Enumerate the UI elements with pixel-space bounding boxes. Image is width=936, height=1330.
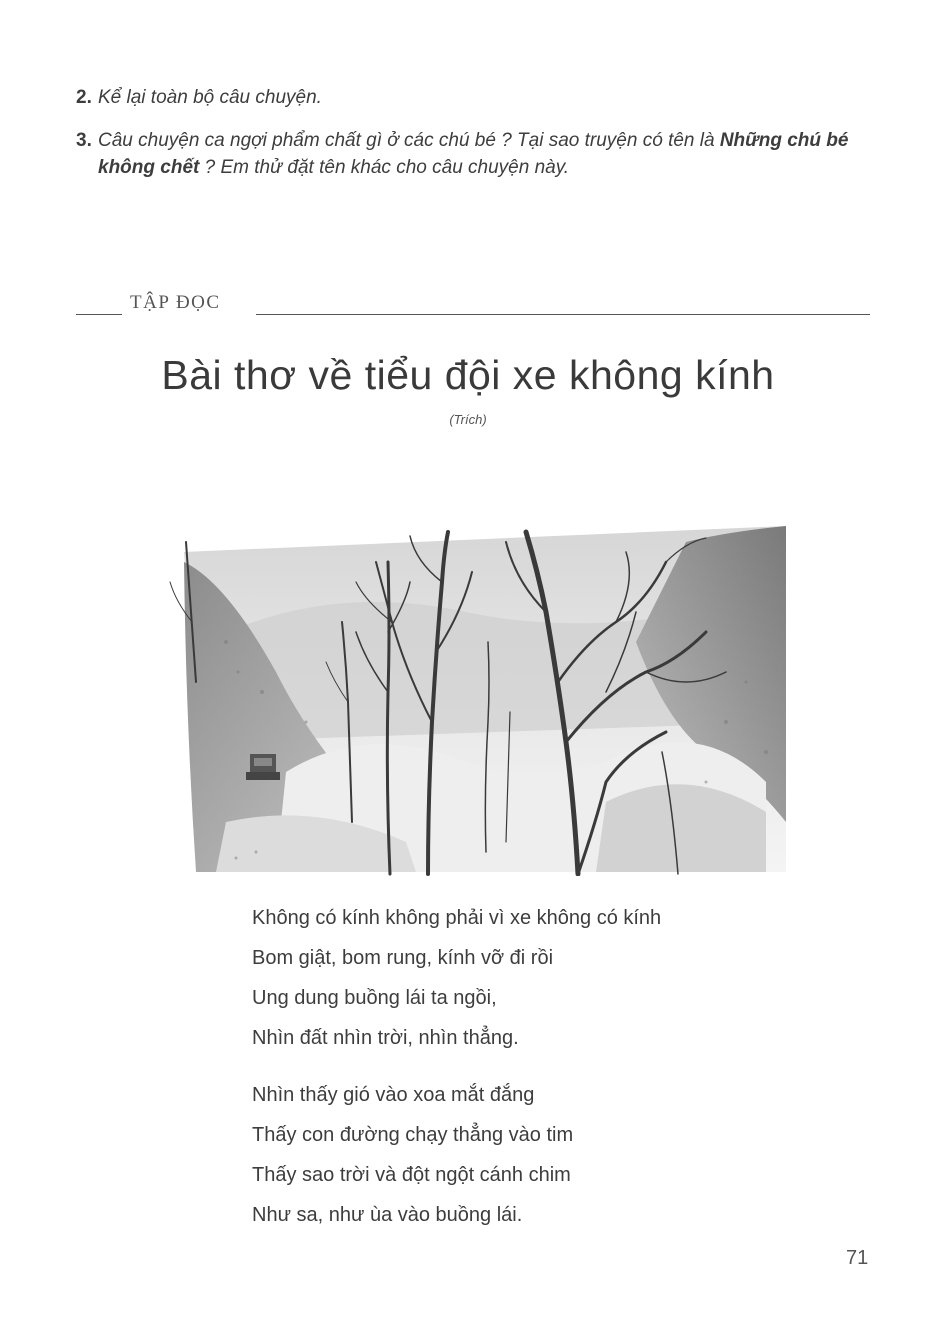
question-number: 2. [76,87,92,108]
section-header [76,292,870,322]
winter-forest-road-illustration [166,522,790,876]
poem-line: Không có kính không phải vì xe không có kính [252,907,662,929]
questions-list [76,84,876,197]
question-2 [76,84,876,111]
lesson-title: Bài thơ về tiểu đội xe không kính [161,352,775,398]
question-number: 3. [76,130,92,151]
question-text [98,127,876,181]
poem-line: Bom giật, bom rung, kính vỡ đi rồi [252,947,554,969]
poem-stanza [252,1075,852,1235]
question-text-start: Câu chuyện ca ngợi phẩm chất gì ở các chú bé ? Tại sao truyện có tên là [98,130,720,151]
poem-line: Ung dung buồng lái ta ngồi, [252,987,497,1009]
question-3 [76,127,876,181]
divider-right [256,314,870,315]
poem [252,898,852,1252]
question-text-end: ? Em thử đặt tên khác cho câu chuyện này. [199,157,570,178]
poem-line: Nhìn đất nhìn trời, nhìn thẳng. [252,1027,519,1049]
poem-line: Thấy sao trời và đột ngột cánh chim [252,1164,571,1186]
story-title-bold: Những chú bé không chết [98,130,849,178]
section-label: TẬP ĐỌC [130,292,221,313]
lesson-subtitle: (Trích) [449,412,487,427]
divider-left [76,314,122,315]
poem-line: Như sa, như ùa vào buồng lái. [252,1204,523,1226]
poem-line: Thấy con đường chạy thẳng vào tim [252,1124,574,1146]
poem-line: Nhìn thấy gió vào xoa mắt đắng [252,1084,535,1106]
poem-stanza [252,898,852,1058]
page-number: 71 [846,1247,869,1269]
question-text: Kể lại toàn bộ câu chuyện. [98,87,322,108]
